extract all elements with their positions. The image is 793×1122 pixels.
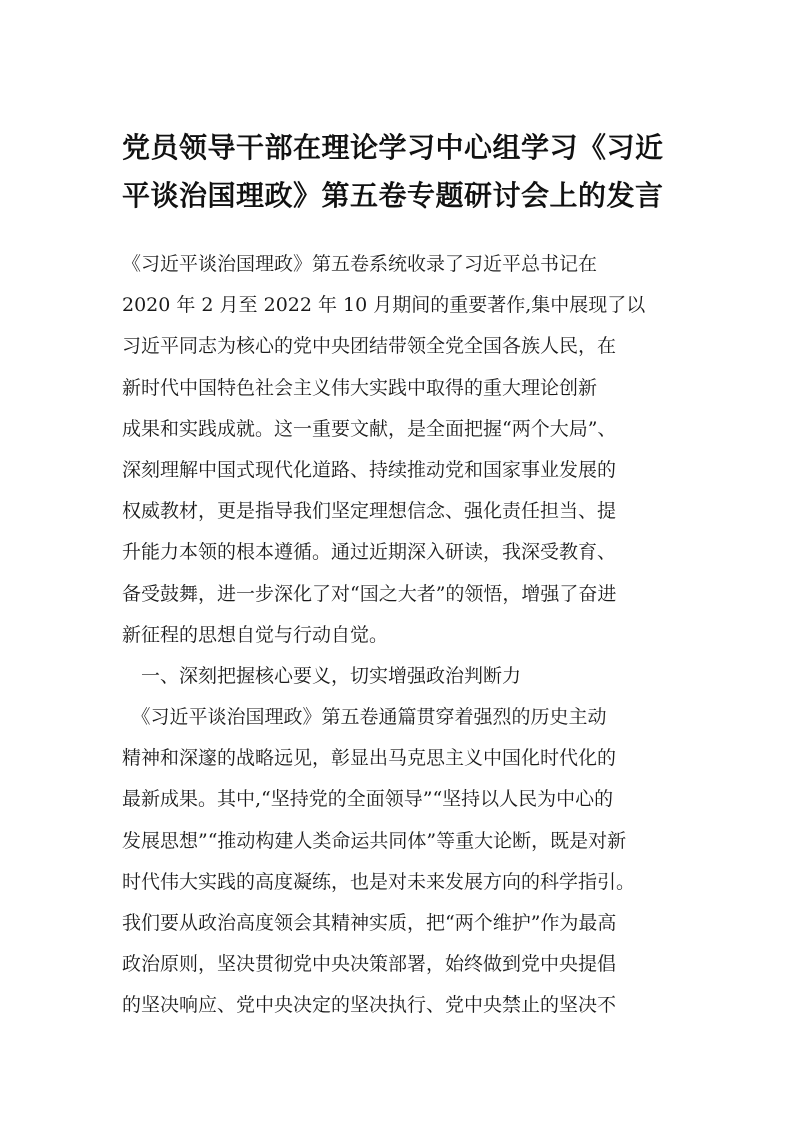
- body-line: 我们要从政治高度领会其精神实质，把“两个维护”作为最高: [122, 912, 617, 934]
- body-line: 政治原则，坚决贯彻党中央决策部署，始终做到党中央提倡: [122, 953, 617, 976]
- body-line: 深刻理解中国式现代化道路、持续推动党和国家事业发展的: [122, 458, 617, 481]
- body-line: 新征程的思想自觉与行动自觉。: [122, 623, 389, 646]
- body-line: 精神和深邃的战略远见，彰显出马克思主义中国化时代化的: [122, 747, 617, 770]
- title-line-1: 党员领导干部在理论学习中心组学习《习近: [122, 131, 664, 164]
- section-heading: 一、深刻把握核心要义，切实增强政治判断力: [122, 664, 522, 687]
- body-line: 2020 年 2 月至 2022 年 10 月期间的重要著作,集中展现了以: [122, 294, 646, 317]
- document-body: [122, 244, 682, 1027]
- body-line: 《习近平谈治国理政》第五卷系统收录了习近平总书记在: [122, 253, 598, 275]
- body-line: 发展思想”“推动构建人类命运共同体”等重大论断，既是对新: [122, 829, 627, 852]
- body-line: 成果和实践成就。这一重要文献，是全面把握“两个大局”、: [122, 417, 617, 440]
- body-line: 新时代中国特色社会主义伟大实践中取得的重大理论创新: [122, 376, 598, 399]
- body-line: 权威教材，更是指导我们坚定理想信念、强化责任担当、提: [122, 500, 617, 523]
- body-line: 习近平同志为核心的党中央团结带领全党全国各族人民，在: [122, 335, 617, 358]
- document-title: [122, 124, 682, 220]
- body-line: 最新成果。其中,“坚持党的全面领导”“坚持以人民为中心的: [122, 788, 614, 811]
- body-line: 《习近平谈治国理政》第五卷通篇贯穿着强烈的历史主动: [122, 706, 607, 729]
- body-line: 时代伟大实践的高度凝练，也是对未来发展方向的科学指引。: [122, 870, 636, 893]
- body-line: 备受鼓舞，进一步深化了对“国之大者”的领悟，增强了奋进: [122, 582, 617, 605]
- body-line: 升能力本领的根本遵循。通过近期深入研读，我深受教育、: [122, 541, 617, 564]
- title-line-2: 平谈治国理政》第五卷专题研讨会上的发言: [122, 179, 664, 212]
- body-line: 的坚决响应、党中央决定的坚决执行、党中央禁止的坚决不: [122, 994, 617, 1017]
